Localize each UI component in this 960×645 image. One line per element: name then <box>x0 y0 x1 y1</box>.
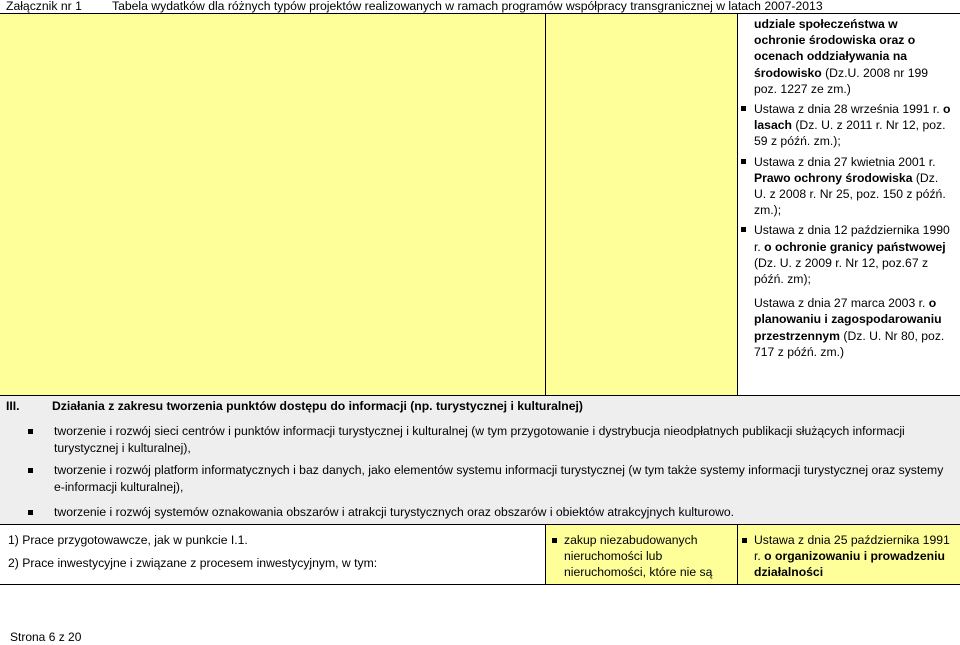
section-item: tworzenie i rozwój sieci centrów i punktów informacji turystycznej i kulturalnej (w tym przygotowanie i dystrybucja nieodpłatnych publikacji służących informacji turystycznej i kulturalnej), <box>54 423 952 457</box>
legal-act-item <box>754 532 954 580</box>
act-title: o planowaniu i zagospodarowaniu przestrzennym <box>754 296 942 343</box>
expense-item <box>558 532 734 580</box>
legal-act-entry <box>754 154 952 219</box>
legal-acts-list <box>754 16 952 360</box>
page-number: Strona 6 z 20 <box>10 630 82 644</box>
act-text: Ustawa z dnia 27 kwietnia 2001 r. <box>754 154 936 169</box>
work-type-line: 1) Prace przygotowawcze, jak w punkcie I.1. <box>8 533 248 547</box>
legal-act-entry <box>754 16 952 97</box>
section-item: tworzenie i rozwój systemów oznakowania obszarów i atrakcji turystycznych oraz obszarów i obiektów atrakcyjnych kulturowo. <box>54 504 952 521</box>
expense-item-text: zakup niezabudowanych nieruchomości lub nieruchomości, które nie są <box>564 533 713 579</box>
cell-top-middle <box>546 14 738 395</box>
act-title: o lasach <box>754 102 951 133</box>
act-title: o organizowaniu i prowadzeniu działalności <box>754 549 945 579</box>
act-title: o ochronie granicy państwowej <box>764 239 946 254</box>
legal-act-entry <box>754 295 952 360</box>
cell-top-left <box>0 14 546 395</box>
act-text: Ustawa z dnia 28 września 1991 r. <box>754 102 944 117</box>
act-text: (Dz. U. z 2008 r. Nr 25, poz. 150 z późń. zm.); <box>754 170 946 218</box>
section-iii-row <box>0 395 960 525</box>
act-title: udziale społeczeństwa w ochronie środowiska oraz o ocenach oddziaływania na środowisko <box>754 17 916 80</box>
cell-bottom-left <box>0 525 546 585</box>
act-text: (Dz. U. z 2009 r. Nr 12, poz.67 z późń. zm); <box>754 255 929 287</box>
act-text: (Dz.U. 2008 nr 199 poz. 1227 ze zm.) <box>754 65 929 96</box>
act-text: Ustawa z dnia 12 października 1990 r. <box>754 223 950 254</box>
section-title: Działania z zakresu tworzenia punktów dostępu do informacji (np. turystycznej i kulturalnej) <box>52 399 583 413</box>
act-title: Prawo ochrony środowiska <box>754 170 913 185</box>
work-type-line: 2) Prace inwestycyjne i związane z procesem inwestycyjnym, w tym: <box>8 556 378 570</box>
act-text: Ustawa z dnia 25 października 1991 r. <box>754 533 950 563</box>
cell-bottom-right <box>738 525 960 585</box>
attachment-label: Załącznik nr 1 <box>6 0 82 13</box>
cell-bottom-middle <box>546 525 738 585</box>
act-text: (Dz. U. Nr 80, poz. 717 z późń. zm.) <box>754 328 945 359</box>
legal-act-entry <box>754 101 952 150</box>
legal-act-entry <box>754 222 952 287</box>
legal-acts-cell <box>738 14 960 395</box>
table-title: Tabela wydatków dla różnych typów projektów realizowanych w ramach programów współpracy transgranicznej w latach 2007-2013 <box>112 0 823 13</box>
section-heading <box>6 399 583 413</box>
act-text: Ustawa z dnia 27 marca 2003 r. <box>754 296 929 311</box>
act-text: (Dz. U. z 2011 r. Nr 12, poz. 59 z późń. zm.); <box>754 118 946 149</box>
section-number: III. <box>6 399 20 413</box>
section-item: tworzenie i rozwój platform informatycznych i baz danych, jako elementów systemu informacji turystycznej (w tym także systemy informacji turystycznej oraz systemy e-informacji kulturalnej), <box>54 462 952 496</box>
